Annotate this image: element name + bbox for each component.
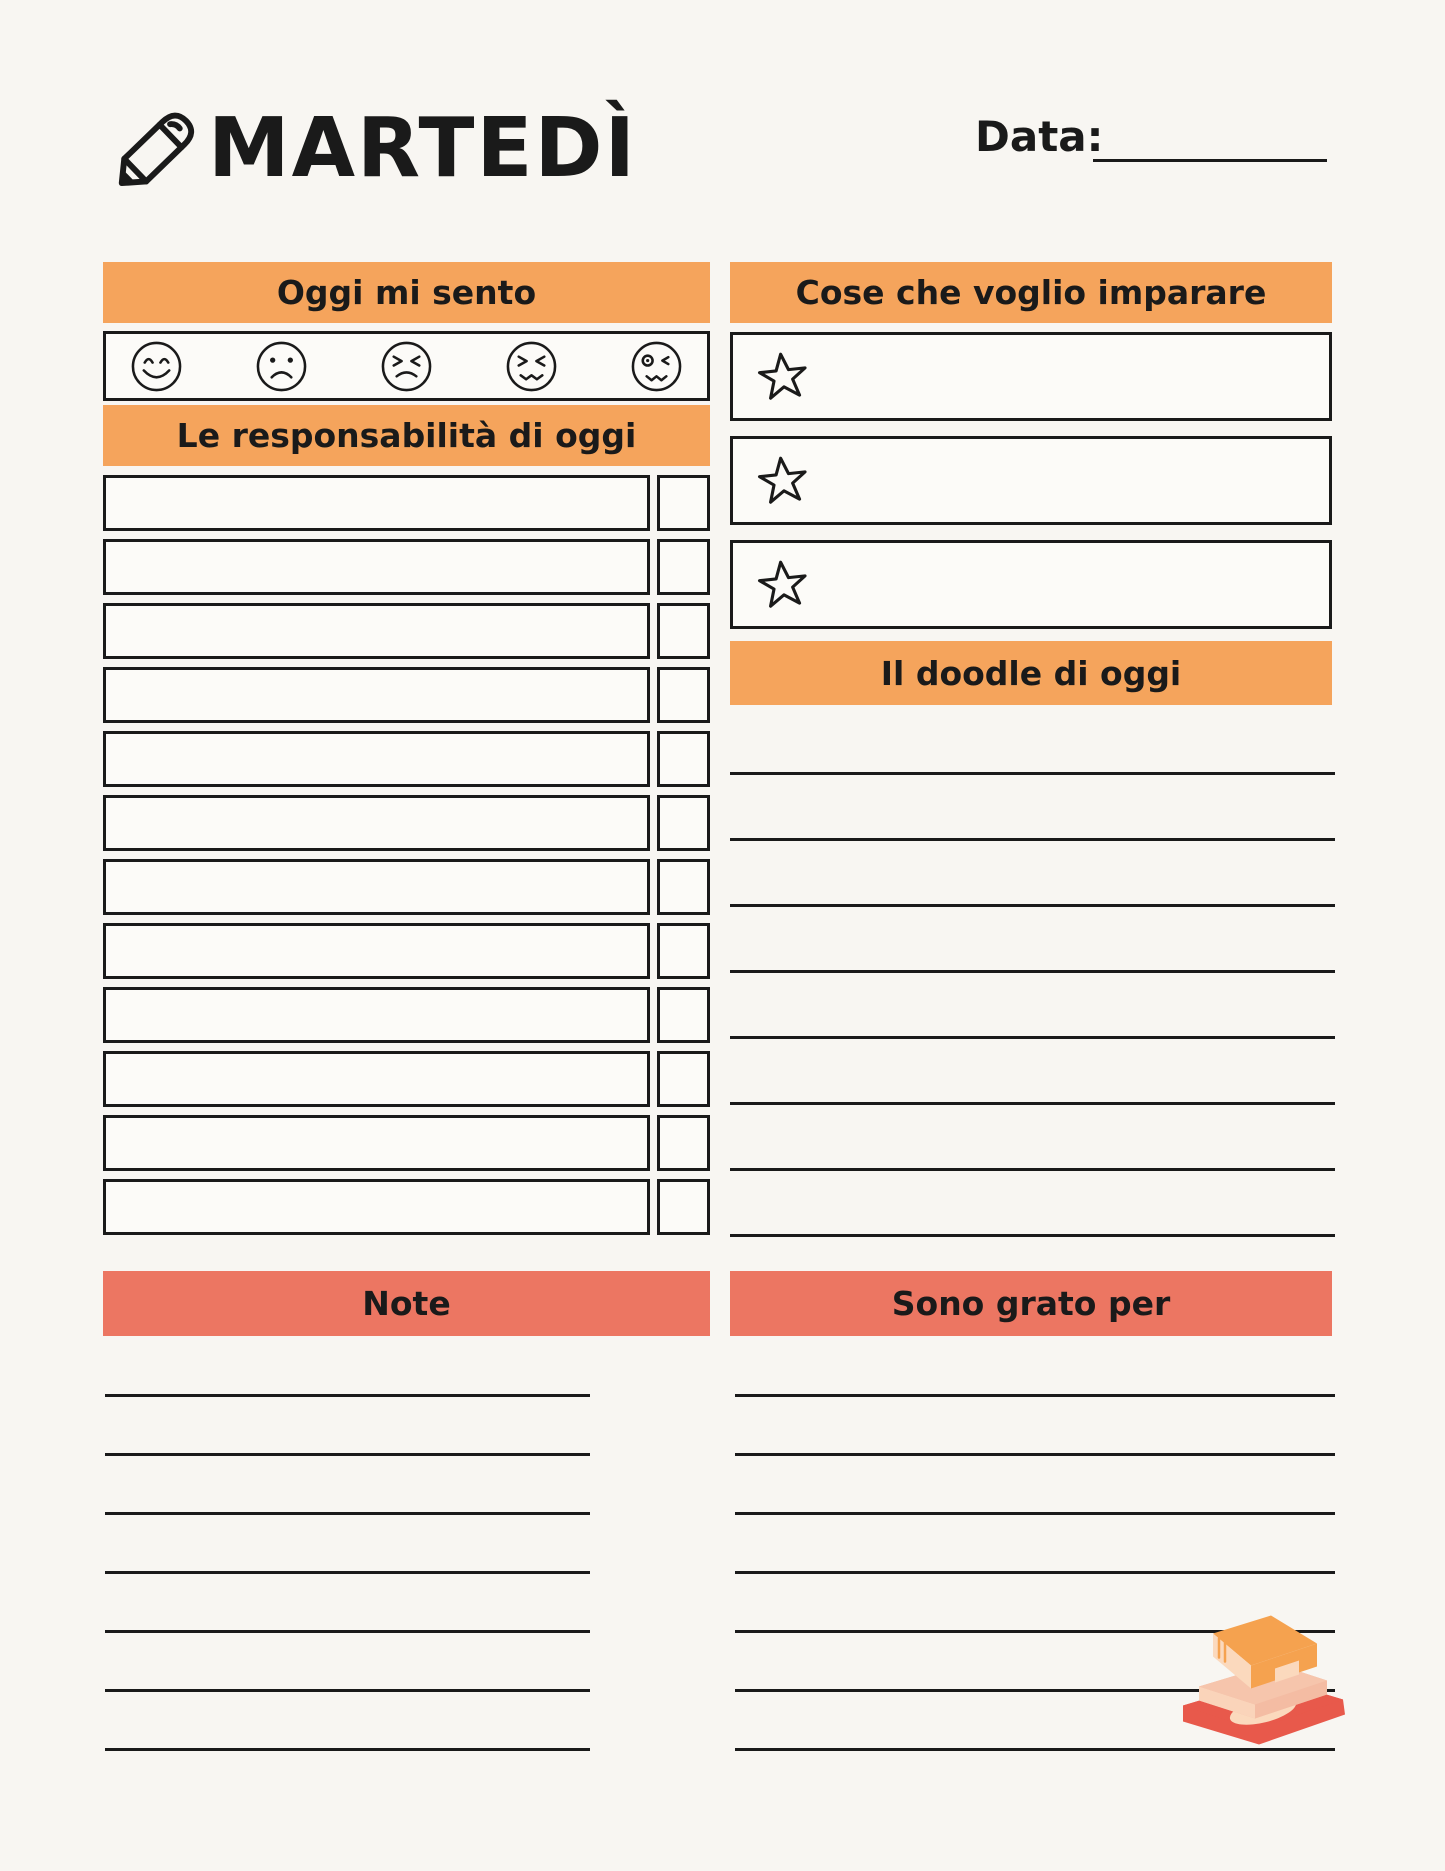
emoji-confounded-icon[interactable] [505,340,558,393]
doodle-writing-line[interactable] [730,970,1335,973]
doodle-lines [730,772,1335,1300]
doodle-writing-line[interactable] [730,838,1335,841]
notes-section-title: Note [362,1284,451,1323]
task-input[interactable] [103,859,650,915]
grateful-writing-line[interactable] [735,1453,1335,1456]
learn-item-input[interactable] [730,436,1332,525]
grateful-writing-line[interactable] [735,1512,1335,1515]
left-column [103,0,710,1871]
grateful-writing-line[interactable] [735,1571,1335,1574]
star-icon [754,348,811,405]
task-input[interactable] [103,539,650,595]
note-writing-line[interactable] [105,1394,590,1397]
page-title: MARTEDÌ [208,101,638,196]
doodle-section-title: Il doodle di oggi [880,653,1182,693]
learn-section-header [730,262,1332,323]
task-row [103,539,710,595]
task-input[interactable] [103,1179,650,1235]
task-checkbox[interactable] [657,859,710,915]
task-row [103,1179,710,1235]
note-writing-line[interactable] [105,1512,590,1515]
doodle-writing-line[interactable] [730,1036,1335,1039]
grateful-section-header [730,1271,1332,1336]
task-row [103,667,710,723]
right-column [730,0,1332,1871]
doodle-writing-line[interactable] [730,1102,1335,1105]
task-checkbox[interactable] [657,731,710,787]
task-checkbox[interactable] [657,475,710,531]
note-writing-line[interactable] [105,1571,590,1574]
emoji-sad-icon[interactable] [255,340,308,393]
mood-section-header [103,262,710,323]
note-writing-line[interactable] [105,1748,590,1751]
task-row [103,859,710,915]
note-writing-line[interactable] [105,1630,590,1633]
task-checkbox[interactable] [657,539,710,595]
task-row [103,795,710,851]
task-checkbox[interactable] [657,987,710,1043]
grateful-section-title: Sono grato per [891,1284,1171,1323]
task-input[interactable] [103,923,650,979]
task-input[interactable] [103,475,650,531]
task-checkbox[interactable] [657,603,710,659]
task-row [103,1115,710,1171]
task-checkbox[interactable] [657,1115,710,1171]
grateful-writing-line[interactable] [735,1394,1335,1397]
task-row [103,731,710,787]
notes-lines [105,1394,590,1807]
date-label: Data: [975,112,1104,161]
task-row [103,475,710,531]
task-input[interactable] [103,795,650,851]
emoji-dizzy-icon[interactable] [630,340,683,393]
responsibilities-section-title: Le responsabilità di oggi [176,416,637,455]
task-row [103,987,710,1043]
learn-item-input[interactable] [730,540,1332,629]
doodle-writing-line[interactable] [730,772,1335,775]
star-icon [754,556,811,613]
task-input[interactable] [103,667,650,723]
task-input[interactable] [103,1115,650,1171]
doodle-writing-line[interactable] [730,1234,1335,1237]
star-icon [754,452,811,509]
emoji-angry-squint-icon[interactable] [380,340,433,393]
doodle-section-header [730,641,1332,705]
learn-items [730,332,1332,644]
note-writing-line[interactable] [105,1453,590,1456]
doodle-writing-line[interactable] [730,904,1335,907]
doodle-writing-line[interactable] [730,1168,1335,1171]
note-writing-line[interactable] [105,1689,590,1692]
responsibilities-list [103,475,710,1243]
task-row [103,1051,710,1107]
task-input[interactable] [103,1051,650,1107]
task-checkbox[interactable] [657,795,710,851]
emoji-happy-icon[interactable] [130,340,183,393]
mood-section-title: Oggi mi sento [276,273,537,312]
learn-section-title: Cose che voglio imparare [795,273,1267,312]
stack-of-books-illustration [1175,1602,1350,1752]
task-checkbox[interactable] [657,1179,710,1235]
task-input[interactable] [103,603,650,659]
task-row [103,923,710,979]
task-row [103,603,710,659]
responsibilities-section-header [103,405,710,466]
mood-selector-box [103,331,710,401]
task-checkbox[interactable] [657,1051,710,1107]
task-checkbox[interactable] [657,923,710,979]
task-input[interactable] [103,731,650,787]
learn-item-input[interactable] [730,332,1332,421]
task-checkbox[interactable] [657,667,710,723]
task-input[interactable] [103,987,650,1043]
notes-section-header [103,1271,710,1336]
